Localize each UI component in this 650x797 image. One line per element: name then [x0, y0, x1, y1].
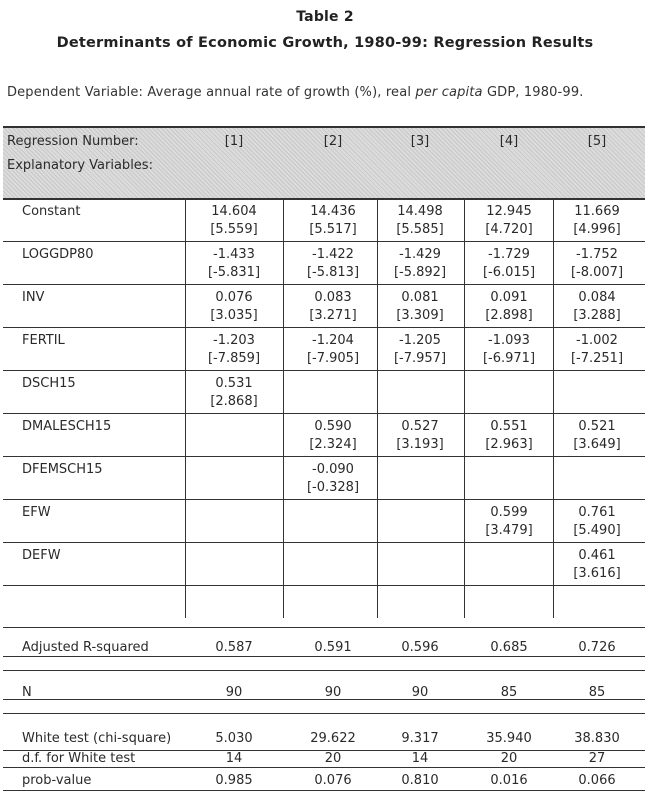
row-divider	[3, 699, 645, 700]
dependent-variable-italic: per capita	[415, 85, 483, 100]
t-statistic: [-5.813]	[306, 265, 360, 280]
row-divider	[3, 370, 645, 371]
row-divider	[3, 713, 645, 714]
statistic-value: 85	[500, 685, 518, 700]
t-statistic: [-0.328]	[306, 480, 360, 495]
row-divider	[3, 198, 645, 200]
coefficient-value: -1.429	[399, 247, 441, 262]
t-statistic: [5.517]	[309, 222, 357, 237]
row-divider	[3, 627, 645, 628]
coefficient-value: -1.752	[576, 247, 618, 262]
statistic-value: 0.726	[578, 640, 616, 655]
statistic-value: 27	[588, 751, 606, 766]
variable-label: DMALESCH15	[22, 419, 112, 434]
column-header: [2]	[323, 134, 343, 149]
coefficient-value: 0.083	[314, 290, 352, 305]
statistic-value: 0.591	[314, 640, 352, 655]
column-header: [4]	[499, 134, 519, 149]
variable-label: LOGGDP80	[22, 247, 94, 262]
t-statistic: [-7.859]	[207, 351, 261, 366]
t-statistic: [5.585]	[396, 222, 444, 237]
coefficient-value: 0.761	[578, 505, 616, 520]
coefficient-value: 12.945	[486, 204, 532, 219]
row-divider	[3, 284, 645, 285]
statistic-value: 90	[225, 685, 243, 700]
t-statistic: [3.616]	[573, 566, 621, 581]
coefficient-value: -1.002	[576, 333, 618, 348]
statistic-value: 0.066	[578, 773, 616, 788]
coefficient-value: -1.433	[213, 247, 255, 262]
dependent-variable-suffix: GDP, 1980-99.	[482, 85, 584, 100]
coefficient-value: 0.091	[490, 290, 528, 305]
coefficient-value: -1.205	[399, 333, 441, 348]
row-divider	[3, 656, 645, 657]
statistic-value: 29.622	[310, 731, 356, 746]
statistic-value: 38.830	[574, 731, 620, 746]
t-statistic: [3.035]	[210, 308, 258, 323]
t-statistic: [3.479]	[485, 523, 533, 538]
dependent-variable-prefix: Dependent Variable: Average annual rate of growth (%), real	[7, 85, 416, 100]
row-divider	[3, 241, 645, 242]
t-statistic: [5.559]	[210, 222, 258, 237]
row-divider	[3, 327, 645, 328]
variable-label: Constant	[22, 204, 81, 219]
statistic-value: 20	[324, 751, 342, 766]
t-statistic: [3.288]	[573, 308, 621, 323]
coefficient-value: 0.521	[578, 419, 616, 434]
dependent-variable-note	[7, 85, 584, 100]
variable-label: DEFW	[22, 548, 61, 563]
coefficient-value: 0.551	[490, 419, 528, 434]
coefficient-value: -1.203	[213, 333, 255, 348]
statistic-label: d.f. for White test	[22, 751, 136, 766]
explanatory-variables-label: Explanatory Variables:	[7, 158, 153, 173]
coefficient-value: 0.081	[401, 290, 439, 305]
row-divider	[3, 456, 645, 457]
statistic-value: 14	[225, 751, 243, 766]
t-statistic: [-5.892]	[393, 265, 447, 280]
coefficient-value: 0.531	[215, 376, 253, 391]
row-divider	[3, 413, 645, 414]
coefficient-value: 11.669	[574, 204, 620, 219]
regression-number-label: Regression Number:	[7, 134, 139, 149]
statistic-value: 90	[324, 685, 342, 700]
row-divider	[3, 670, 645, 671]
table-title: Table 2	[296, 9, 354, 25]
coefficient-value: 0.590	[314, 419, 352, 434]
t-statistic: [4.996]	[573, 222, 621, 237]
coefficient-value: 0.461	[578, 548, 616, 563]
t-statistic: [-7.957]	[393, 351, 447, 366]
coefficient-value: 0.076	[215, 290, 253, 305]
row-divider	[3, 767, 645, 768]
variable-label: DSCH15	[22, 376, 76, 391]
coefficient-value: -1.204	[312, 333, 354, 348]
coefficient-value: 0.527	[401, 419, 439, 434]
table-subtitle: Determinants of Economic Growth, 1980-99: Regression Results	[56, 35, 594, 51]
statistic-value: 0.076	[314, 773, 352, 788]
coefficient-value: 0.084	[578, 290, 616, 305]
coefficient-value: 14.604	[211, 204, 257, 219]
t-statistic: [3.649]	[573, 437, 621, 452]
statistic-value: 5.030	[215, 731, 253, 746]
coefficient-value: -1.729	[488, 247, 530, 262]
t-statistic: [2.324]	[309, 437, 357, 452]
row-divider	[3, 790, 645, 791]
statistic-value: 0.596	[401, 640, 439, 655]
row-divider	[3, 499, 645, 500]
t-statistic: [3.193]	[396, 437, 444, 452]
t-statistic: [3.309]	[396, 308, 444, 323]
statistic-value: 9.317	[401, 731, 439, 746]
t-statistic: [5.490]	[573, 523, 621, 538]
statistic-value: 14	[411, 751, 429, 766]
t-statistic: [-7.251]	[570, 351, 624, 366]
statistic-value: 35.940	[486, 731, 532, 746]
t-statistic: [-7.905]	[306, 351, 360, 366]
statistic-value: 0.685	[490, 640, 528, 655]
t-statistic: [2.898]	[485, 308, 533, 323]
statistic-value: 0.016	[490, 773, 528, 788]
coefficient-value: 0.599	[490, 505, 528, 520]
coefficient-value: -1.093	[488, 333, 530, 348]
t-statistic: [-5.831]	[207, 265, 261, 280]
t-statistic: [2.868]	[210, 394, 258, 409]
column-header: [1]	[224, 134, 244, 149]
row-divider	[3, 585, 645, 586]
coefficient-value: 14.436	[310, 204, 356, 219]
statistic-value: 0.810	[401, 773, 439, 788]
statistic-value: 90	[411, 685, 429, 700]
coefficient-value: -0.090	[312, 462, 354, 477]
statistic-label: prob-value	[22, 773, 92, 788]
variable-label: FERTIL	[22, 333, 65, 348]
statistic-label: N	[22, 685, 32, 700]
t-statistic: [-6.015]	[482, 265, 536, 280]
variable-label: INV	[22, 290, 45, 305]
statistic-label: Adjusted R-squared	[22, 640, 149, 655]
statistic-value: 85	[588, 685, 606, 700]
row-divider	[3, 542, 645, 543]
column-header: [5]	[587, 134, 607, 149]
statistic-label: White test (chi-square)	[22, 731, 172, 746]
t-statistic: [-6.971]	[482, 351, 536, 366]
statistic-value: 20	[500, 751, 518, 766]
coefficient-value: -1.422	[312, 247, 354, 262]
statistic-value: 0.985	[215, 773, 253, 788]
t-statistic: [3.271]	[309, 308, 357, 323]
variable-label: DFEMSCH15	[22, 462, 103, 477]
t-statistic: [-8.007]	[570, 265, 624, 280]
statistic-value: 0.587	[215, 640, 253, 655]
t-statistic: [4.720]	[485, 222, 533, 237]
column-header: [3]	[410, 134, 430, 149]
coefficient-value: 14.498	[397, 204, 443, 219]
variable-label: EFW	[22, 505, 51, 520]
t-statistic: [2.963]	[485, 437, 533, 452]
